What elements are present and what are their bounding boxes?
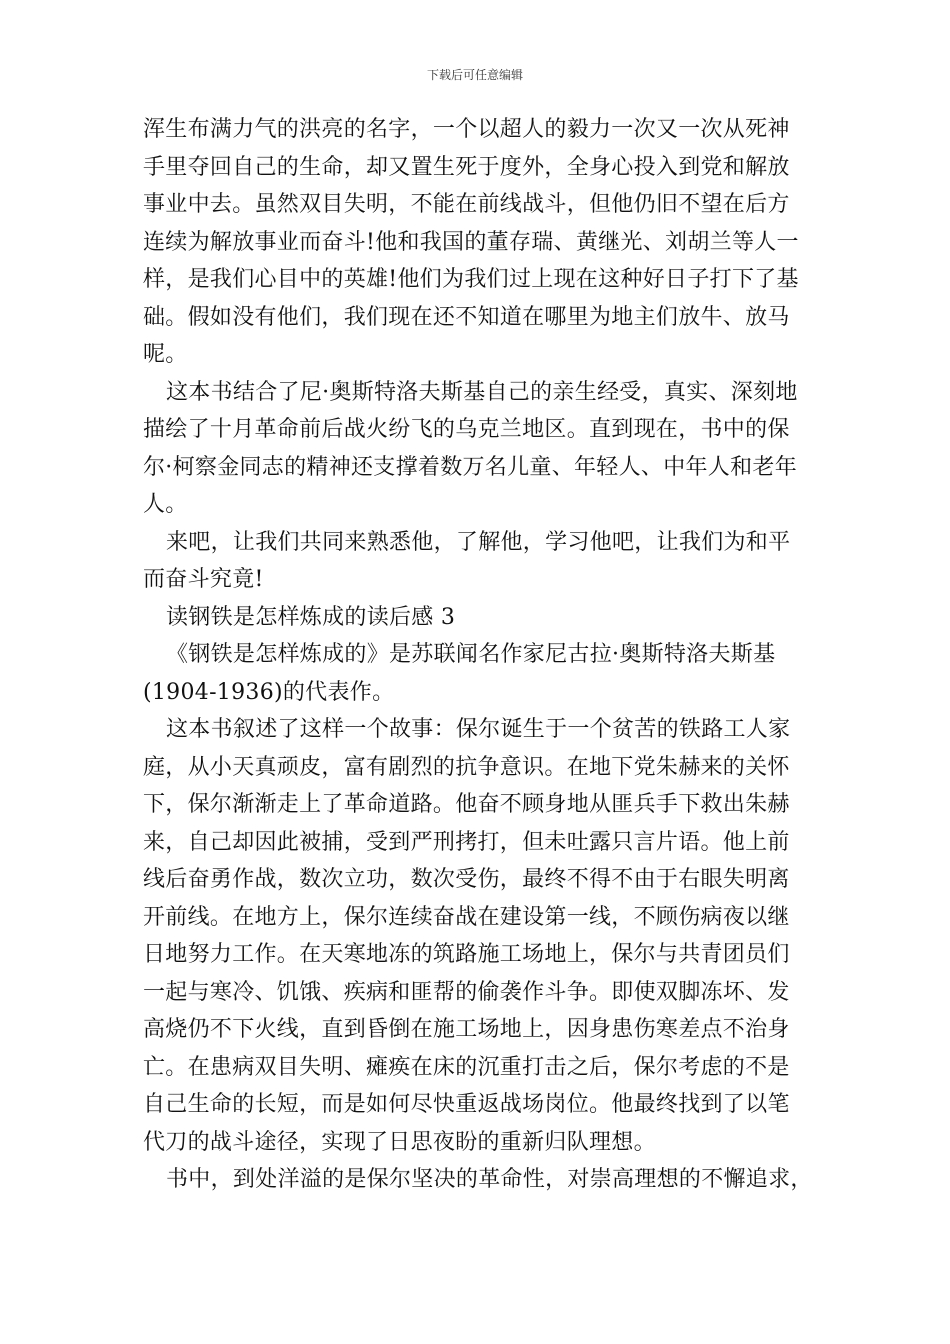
- text-line: 连续为解放事业而奋斗!他和我国的董存瑞、黄继光、刘胡兰等人一: [143, 229, 799, 255]
- text-line: 浑生布满力气的洪亮的名字，一个以超人的毅力一次又一次从死神: [143, 117, 790, 142]
- text-line: 高烧仍不下火线，直到昏倒在施工场地上，因身患伤寒差点不治身: [143, 1017, 790, 1042]
- text-line: 亡。在患病双目失明、瘫痪在床的沉重打击之后，保尔考虑的不是: [143, 1054, 790, 1080]
- text-line: 庭，从小天真顽皮，富有剧烈的抗争意识。在地下党朱赫来的关怀: [143, 754, 790, 780]
- text-line: 来，自己却因此被捕，受到严刑拷打，但未吐露只言片语。他上前: [143, 829, 790, 855]
- text-line: 日地努力工作。在天寒地冻的筑路施工场地上，保尔与共青团员们: [143, 942, 790, 967]
- text-line: 下，保尔渐渐走上了革命道路。他奋不顾身地从匪兵手下救出朱赫: [143, 792, 790, 817]
- text-line: 这本书结合了尼·奥斯特洛夫斯基自己的亲生经受，真实、深刻地: [166, 379, 798, 405]
- text-line: 一起与寒冷、饥饿、疾病和匪帮的偷袭作斗争。即使双脚冻坏、发: [143, 979, 790, 1005]
- text-line: 呢。: [143, 342, 188, 367]
- body-text: [143, 111, 823, 1199]
- text-line: 《钢铁是怎样炼成的》是苏联闻名作家尼古拉·奥斯特洛夫斯基: [166, 642, 776, 667]
- text-line: 读钢铁是怎样炼成的读后感 3: [166, 604, 456, 630]
- text-line: 样，是我们心目中的英雄!他们为我们过上现在这种好日子打下了基: [143, 267, 799, 292]
- text-line: 书中，到处洋溢的是保尔坚决的革命性，对崇高理想的不懈追求，: [166, 1167, 813, 1192]
- text-line: 人。: [143, 492, 188, 517]
- text-line: 开前线。在地方上，保尔连续奋战在建设第一线，不顾伤病夜以继: [143, 904, 790, 930]
- text-line: 自己生命的长短，而是如何尽快重返战场岗位。他最终找到了以笔: [143, 1092, 790, 1117]
- text-line: 事业中去。虽然双目失明，不能在前线战斗，但他仍旧不望在后方: [143, 192, 790, 217]
- text-line: 而奋斗究竟!: [143, 567, 264, 592]
- text-line: 来吧，让我们共同来熟悉他，了解他，学习他吧，让我们为和平: [166, 529, 791, 555]
- text-line: (1904-1936)的代表作。: [143, 679, 395, 705]
- text-line: 描绘了十月革命前后战火纷飞的乌克兰地区。直到现在，书中的保: [143, 417, 790, 442]
- text-line: 线后奋勇作战，数次立功，数次受伤，最终不得不由于右眼失明离: [143, 867, 790, 892]
- text-line: 代刀的战斗途径，实现了日思夜盼的重新归队理想。: [143, 1129, 656, 1155]
- text-line: 础。假如没有他们，我们现在还不知道在哪里为地主们放牛、放马: [143, 304, 790, 330]
- text-line: 这本书叙述了这样一个故事：保尔诞生于一个贫苦的铁路工人家: [166, 717, 791, 742]
- header-note: 下载后可任意编辑: [426, 68, 523, 82]
- text-line: 手里夺回自己的生命，却又置生死于度外，全身心投入到党和解放: [143, 154, 790, 180]
- text-line: 尔·柯察金同志的精神还支撑着数万名儿童、年轻人、中年人和老年: [143, 454, 797, 480]
